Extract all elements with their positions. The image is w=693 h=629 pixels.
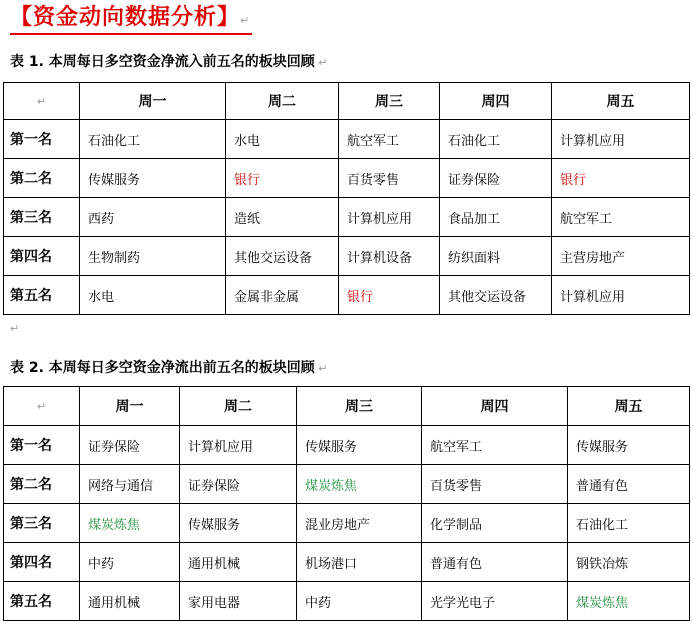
- sector-cell: 通用机械: [80, 582, 180, 621]
- sector-cell: 计算机应用: [552, 276, 690, 315]
- sector-cell: 通用机械: [180, 543, 297, 582]
- table-row: [4, 426, 690, 465]
- rank-label: 第三名: [4, 198, 80, 237]
- sector-cell: 造纸: [226, 198, 339, 237]
- sector-cell: 百货零售: [422, 465, 568, 504]
- corner-cell: ↵: [4, 83, 80, 120]
- sector-cell: 中药: [80, 543, 180, 582]
- column-header: 周一: [80, 83, 226, 120]
- paragraph-mark-icon: ↵: [314, 56, 328, 69]
- sector-cell: 其他交运设备: [226, 237, 339, 276]
- sector-cell: 证券保险: [180, 465, 297, 504]
- sector-cell: 传媒服务: [80, 159, 226, 198]
- table-row: [4, 582, 690, 621]
- sector-cell: 纺织面料: [440, 237, 552, 276]
- sector-cell: 航空军工: [552, 198, 690, 237]
- table1-caption: 表 1. 本周每日多空资金净流入前五名的板块回顾 ↵: [10, 54, 328, 70]
- paragraph-mark-icon: ↵: [314, 362, 328, 375]
- table-row: [4, 543, 690, 582]
- inflow-table: [3, 82, 690, 315]
- sector-cell: 金属非金属: [226, 276, 339, 315]
- paragraph-mark-icon: ↵: [240, 14, 251, 27]
- header-row: [4, 83, 690, 120]
- rank-label: 第五名: [4, 276, 80, 315]
- page-title: 【资金动向数据分析】↵: [10, 3, 252, 35]
- column-header: 周四: [440, 83, 552, 120]
- column-header: 周三: [339, 83, 440, 120]
- sector-cell: 西药: [80, 198, 226, 237]
- sector-cell: 中药: [297, 582, 422, 621]
- sector-cell: 家用电器: [180, 582, 297, 621]
- sector-cell: 钢铁冶炼: [568, 543, 690, 582]
- sector-cell: 化学制品: [422, 504, 568, 543]
- table-row: [4, 504, 690, 543]
- table2-caption: 表 2. 本周每日多空资金净流出前五名的板块回顾 ↵: [10, 360, 328, 376]
- sector-cell: 银行: [339, 276, 440, 315]
- column-header: 周五: [568, 387, 690, 426]
- sector-cell: 航空军工: [422, 426, 568, 465]
- column-header: 周三: [297, 387, 422, 426]
- sector-cell: 证券保险: [80, 426, 180, 465]
- sector-cell: 主营房地产: [552, 237, 690, 276]
- rank-label: 第五名: [4, 582, 80, 621]
- sector-cell: 网络与通信: [80, 465, 180, 504]
- sector-cell: 计算机设备: [339, 237, 440, 276]
- sector-cell: 证券保险: [440, 159, 552, 198]
- column-header: 周二: [226, 83, 339, 120]
- table-row: [4, 198, 690, 237]
- rank-label: 第四名: [4, 543, 80, 582]
- sector-cell: 传媒服务: [297, 426, 422, 465]
- sector-cell: 煤炭炼焦: [568, 582, 690, 621]
- sector-cell: 煤炭炼焦: [80, 504, 180, 543]
- sector-cell: 石油化工: [80, 120, 226, 159]
- sector-cell: 水电: [80, 276, 226, 315]
- sector-cell: 银行: [552, 159, 690, 198]
- sector-cell: 混业房地产: [297, 504, 422, 543]
- sector-cell: 机场港口: [297, 543, 422, 582]
- rank-label: 第三名: [4, 504, 80, 543]
- column-header: 周四: [422, 387, 568, 426]
- column-header: 周二: [180, 387, 297, 426]
- sector-cell: 航空军工: [339, 120, 440, 159]
- rank-label: 第二名: [4, 465, 80, 504]
- sector-cell: 生物制药: [80, 237, 226, 276]
- column-header: 周一: [80, 387, 180, 426]
- sector-cell: 百货零售: [339, 159, 440, 198]
- sector-cell: 普通有色: [568, 465, 690, 504]
- rank-label: 第二名: [4, 159, 80, 198]
- table-row: [4, 276, 690, 315]
- sector-cell: 银行: [226, 159, 339, 198]
- rank-label: 第一名: [4, 426, 80, 465]
- sector-cell: 食品加工: [440, 198, 552, 237]
- table-row: [4, 159, 690, 198]
- sector-cell: 其他交运设备: [440, 276, 552, 315]
- column-header: 周五: [552, 83, 690, 120]
- sector-cell: 计算机应用: [180, 426, 297, 465]
- sector-cell: 计算机应用: [552, 120, 690, 159]
- table-row: [4, 120, 690, 159]
- sector-cell: 煤炭炼焦: [297, 465, 422, 504]
- table-row: [4, 237, 690, 276]
- sector-cell: 普通有色: [422, 543, 568, 582]
- sector-cell: 计算机应用: [339, 198, 440, 237]
- rank-label: 第四名: [4, 237, 80, 276]
- sector-cell: 石油化工: [568, 504, 690, 543]
- sector-cell: 光学光电子: [422, 582, 568, 621]
- sector-cell: 传媒服务: [180, 504, 297, 543]
- paragraph-mark-icon: ↵: [10, 322, 20, 335]
- sector-cell: 水电: [226, 120, 339, 159]
- header-row: [4, 387, 690, 426]
- table-row: [4, 465, 690, 504]
- sector-cell: 石油化工: [440, 120, 552, 159]
- corner-cell: ↵: [4, 387, 80, 426]
- rank-label: 第一名: [4, 120, 80, 159]
- sector-cell: 传媒服务: [568, 426, 690, 465]
- outflow-table: [3, 386, 690, 621]
